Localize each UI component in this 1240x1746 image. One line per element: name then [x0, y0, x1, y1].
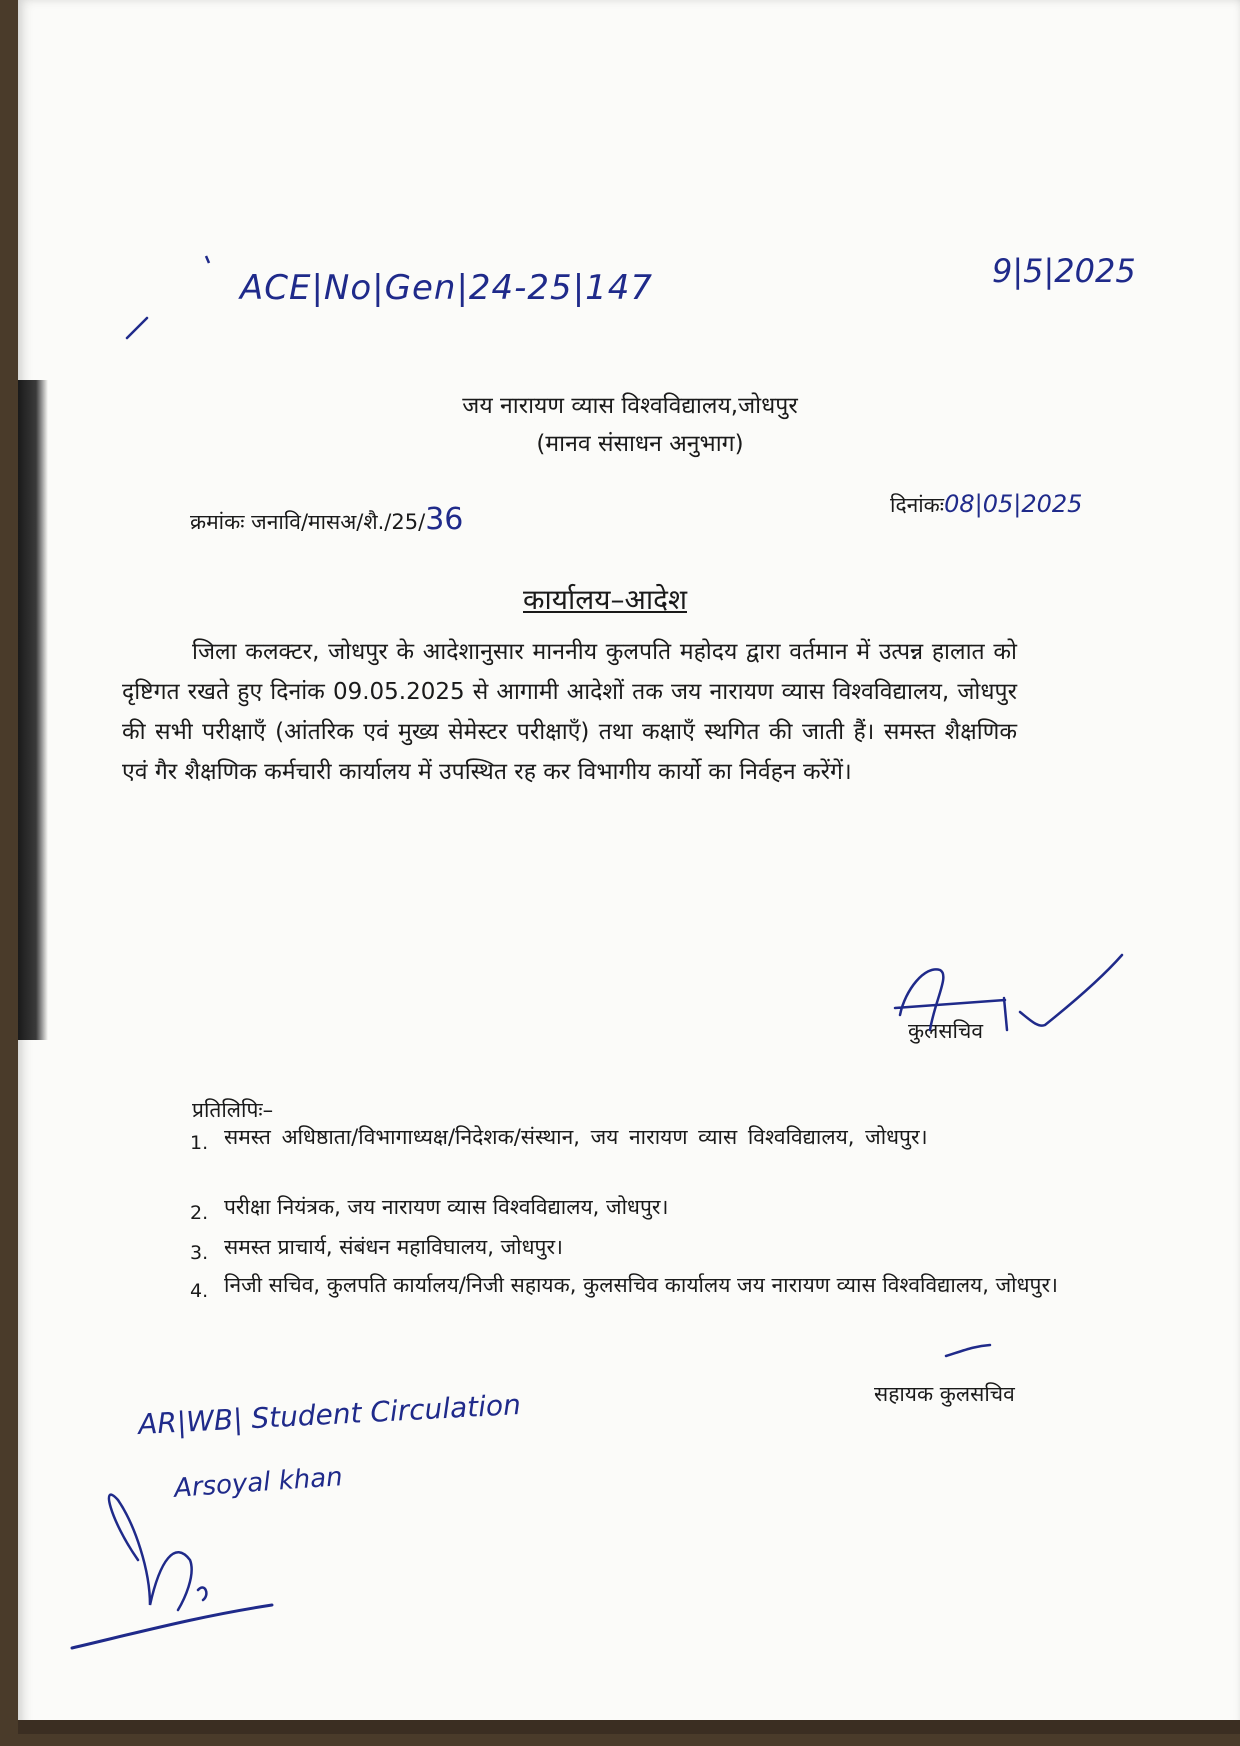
registrar-title: कुलसचिव [908, 1019, 984, 1043]
copy-to-item-number: 4. [190, 1280, 209, 1302]
page-bottom-edge [18, 1720, 1240, 1734]
copy-to-item [190, 1190, 1069, 1224]
section-name: (मानव संसाधन अनुभाग) [536, 431, 744, 457]
copy-to-item [190, 1268, 1069, 1302]
handwritten-ref-date: 9|5|2025 [992, 252, 1136, 290]
order-title: कार्यालय–आदेश [523, 583, 687, 616]
copy-to-item-text: परीक्षा नियंत्रक, जय नारायण व्यास विश्वविद्यालय, जोधपुर। [224, 1195, 669, 1219]
order-body: जिला कलक्टर, जोधपुर के आदेशानुसार माननीय कुलपति महोदय द्वारा वर्तमान में उत्पन्न हालात को दृष्टिगत रखते हुए दिनांक 09.05.2025 से आगामी आदेशों तक जय नारायण व्यास विश्वविद्यालय, जोधपुर की सभी परीक्षाएँ (आंतरिक एवं मुख्य सेमेस्टर परीक्षाएँ) तथा कक्षाएँ स्थगित की जाती हैं। समस्त शैक्षणिक एवं गैर शैक्षणिक कर्मचारी कार्यालय में उपस्थित रह कर विभागीय कार्यो का निर्वहन करेंगें। [122, 639, 1017, 785]
copy-to-item-number: 3. [190, 1242, 209, 1264]
handwritten-ref-number: ACE|No|Gen|24-25|147 [240, 268, 654, 308]
order-number [190, 502, 463, 537]
assistant-registrar-title: सहायक कुलसचिव [874, 1382, 1015, 1406]
order-date [890, 490, 1082, 519]
handwritten-note-line1: AR|WB| Student Circulation [137, 1388, 522, 1441]
copy-to-item-number: 2. [190, 1202, 209, 1224]
order-date-handwritten: 08|05|2025 [944, 490, 1083, 518]
university-name: जय नारायण व्यास विश्वविद्यालय,जोधपुर [462, 393, 798, 419]
copy-to-item-text: निजी सचिव, कुलपति कार्यालय/निजी सहायक, कुलसचिव कार्यालय जय नारायण व्यास विश्वविद्यालय, जोधपुर। [224, 1273, 1058, 1297]
order-number-label: क्रमांकः जनावि/मासअ/शै./25/ [190, 510, 426, 534]
handwritten-note-line2: Arsoyal khan [173, 1462, 344, 1504]
copy-to-item-text: समस्त अधिष्ठाता/विभागाध्यक्ष/निदेशक/संस्थान, जय नारायण व्यास विश्वविद्यालय, जोधपुर। [224, 1125, 928, 1149]
copy-to-label: प्रतिलिपिः– [192, 1098, 274, 1122]
order-date-label: दिनांकः [890, 493, 945, 517]
copy-to-item-text: समस्त प्राचार्य, संबंधन महाविघालय, जोधपुर। [224, 1235, 563, 1259]
copy-to-item [190, 1230, 1069, 1264]
order-number-handwritten: 36 [425, 502, 464, 537]
binder-edge [18, 380, 48, 1040]
copy-to-item-number: 1. [190, 1132, 209, 1154]
copy-to-item [190, 1120, 1069, 1154]
